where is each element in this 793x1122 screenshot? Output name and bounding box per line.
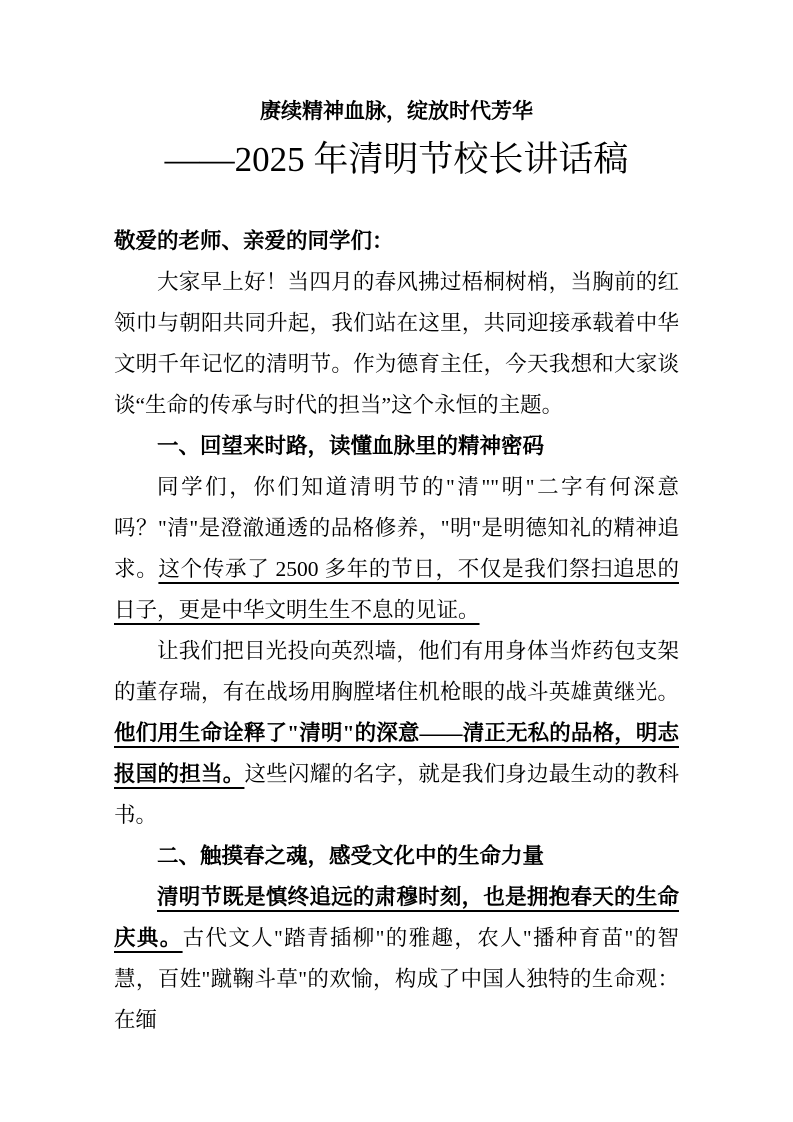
paragraph-2-underlined: 这个传承了 2500 多年的节日，不仅是我们祭扫追思的日子，更是中华文明生生不息的见证。: [114, 557, 679, 622]
paragraph-1: 大家早上好！当四月的春风拂过梧桐树梢，当胸前的红领巾与朝阳共同升起，我们站在这里，共同迎接承载着中华文明千年记忆的清明节。作为德育主任，今天我想和大家谈谈“生命的传承与时代的担当”这个永恒的主题。: [114, 270, 679, 417]
paragraph-4-bold-underlined: 清明节既是慎终追远的肃穆时刻，也是拥抱春天的生命庆典。: [114, 885, 679, 950]
section-heading-1: 一、回望来时路，读懂血脉里的精神密码: [157, 434, 545, 458]
paragraph-2: [114, 467, 679, 631]
salutation: 敬爱的老师、亲爱的同学们：: [114, 229, 394, 253]
doc-subtitle: ——2025 年清明节校长讲话稿: [164, 140, 629, 179]
doc-title: 赓续精神血脉，绽放时代芳华: [260, 100, 533, 123]
paragraph-4-normal: 古代文人"踏青插柳"的雅趣，农人"播种育苗"的智慧，百姓"蹴鞠斗草"的欢愉，构成了中国人独特的生命观：在缅: [114, 926, 679, 1032]
paragraph-3: [114, 631, 679, 836]
section-heading-2: 二、触摸春之魂，感受文化中的生命力量: [157, 844, 545, 868]
paragraph-3-bold-underlined: 他们用生命诠释了"清明"的深意——清正无私的品格，明志报国的担当。: [114, 721, 679, 786]
paragraph-4: [114, 877, 679, 1041]
paragraph-3-normal-tail: 这些闪耀的名字，就是我们身边最生动的教科书。: [114, 762, 679, 827]
paragraph-2-normal: 同学们，你们知道清明节的"清""明"二字有何深意吗？"清"是澄澈通透的品格修养，"明"是明德知礼的精神追求。: [114, 475, 679, 581]
paragraph-3-normal-lead: 让我们把目光投向英烈墙，他们有用身体当炸药包支架的董存瑞，有在战场用胸膛堵住机枪眼的战斗英雄黄继光。: [114, 639, 679, 704]
doc-body: [114, 221, 679, 1041]
